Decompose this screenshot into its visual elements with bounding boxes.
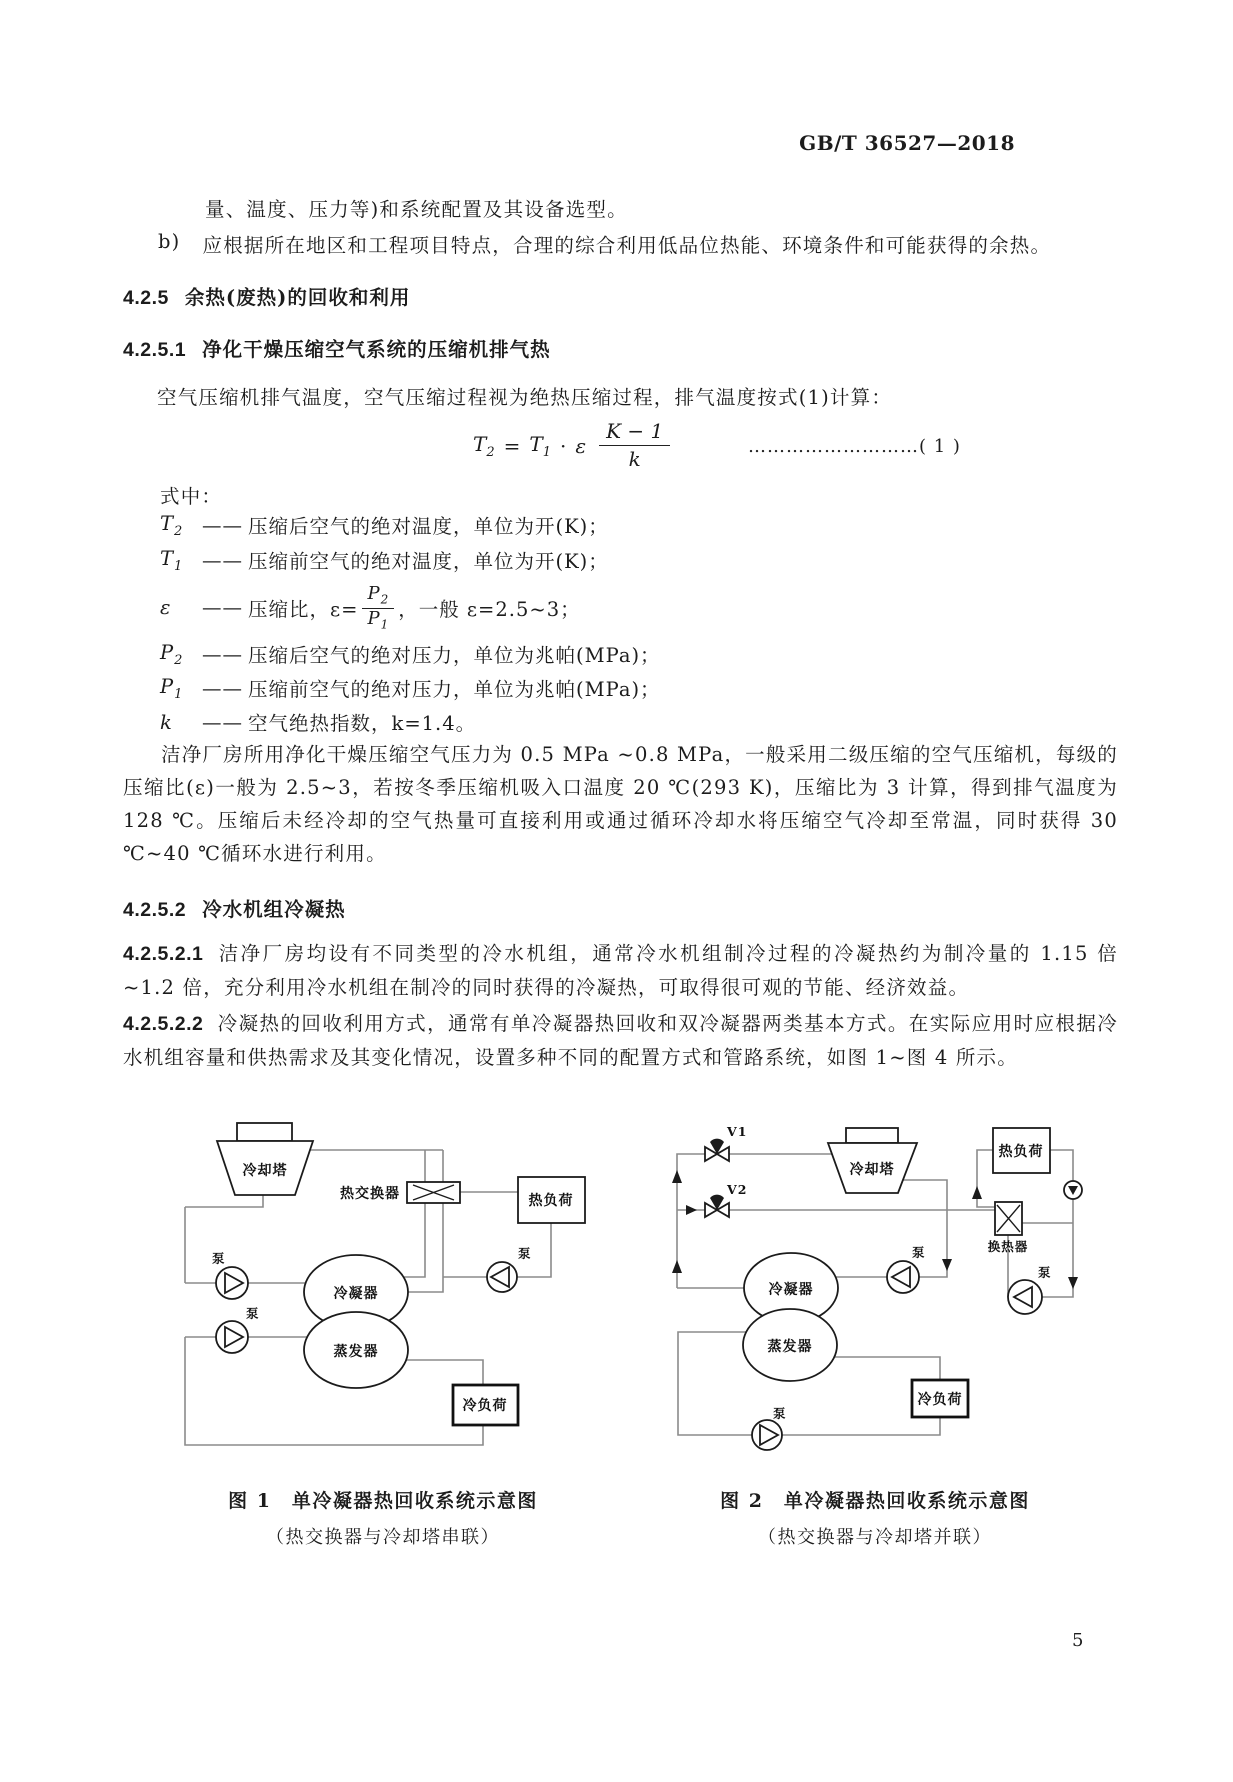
definition-desc: 压缩后空气的绝对温度，单位为开(K)； bbox=[248, 515, 609, 538]
equation-lhs: $T_2$ bbox=[473, 431, 495, 460]
cold-load-label: 冷负荷 bbox=[917, 1392, 963, 1408]
pump-symbol bbox=[887, 1245, 926, 1293]
cold-load-box bbox=[912, 1380, 968, 1417]
fraction-numerator: $P_2$ bbox=[362, 584, 394, 609]
evaporator-label: 蒸发器 bbox=[333, 1344, 379, 1360]
pump-symbol bbox=[1064, 1181, 1082, 1199]
cold-load-label: 冷负荷 bbox=[462, 1398, 508, 1414]
section-number: 4.2.5 bbox=[123, 287, 169, 309]
fraction-denominator: $P_1$ bbox=[367, 607, 390, 632]
section-heading-4252 bbox=[123, 894, 346, 922]
evaporator-symbol bbox=[743, 1309, 837, 1381]
valve-v1-label: V1 bbox=[727, 1124, 748, 1139]
heat-exchanger-label: 换热器 bbox=[987, 1239, 1029, 1254]
definition-dash: —— bbox=[202, 642, 243, 666]
pump-label: 泵 bbox=[246, 1306, 260, 1321]
heat-exchanger-label: 热交换器 bbox=[340, 1186, 400, 1202]
cooling-tower-symbol bbox=[217, 1123, 313, 1195]
pump-symbol bbox=[216, 1306, 260, 1353]
paragraph-text: 冷凝热的回收利用方式，通常有单冷凝器热回收和双冷凝器两类基本方式。在实际应用时应根据冷水机组容量和供热需求及其变化情况，设置多种不同的配置方式和管路系统，如图 1~图 4 所示。 bbox=[123, 1012, 1118, 1069]
evaporator-symbol bbox=[304, 1312, 408, 1388]
figure1-subcaption: （热交换器与冷却塔串联） bbox=[266, 1527, 500, 1548]
paragraph-4251: 洁净厂房所用净化干燥压缩空气压力为 0.5 MPa ~0.8 MPa，一般采用二级压缩的空气压缩机，每级的压缩比(ε)一般为 2.5~3，若按冬季压缩机吸入口温度 20 ℃(293 K)，压缩比为 3 计算，得到排气温度为 128 ℃。压缩后未经冷却的空气热量可直接利用或通过循环冷却水将压缩空气冷却至常温，同时获得 30 ℃~40 ℃循环水进行利用。 bbox=[123, 743, 1118, 865]
pump-label: 泵 bbox=[1038, 1265, 1052, 1280]
list-item-b-marker: b) bbox=[158, 230, 181, 253]
paragraph-42522 bbox=[123, 1007, 1118, 1074]
section-title: 余热(废热)的回收和利用 bbox=[184, 286, 411, 309]
paragraph-number: 4.2.5.2.1 bbox=[123, 943, 204, 965]
evaporator-label: 蒸发器 bbox=[767, 1339, 813, 1355]
valve-v2-symbol bbox=[705, 1182, 747, 1217]
section-heading-425 bbox=[123, 282, 410, 310]
definition-symbol: $P_2$ bbox=[160, 640, 184, 668]
where-label: 式中： bbox=[160, 485, 223, 508]
list-item-b bbox=[158, 230, 1051, 258]
definition-row-p2 bbox=[160, 640, 661, 668]
page-number: 5 bbox=[1072, 1630, 1084, 1651]
definition-dash: —— bbox=[202, 710, 243, 734]
equation-leader bbox=[748, 436, 961, 457]
condenser-label: 冷凝器 bbox=[768, 1282, 814, 1298]
intro-continuation: 量、温度、压力等)和系统配置及其设备选型。 bbox=[205, 198, 628, 221]
definition-desc: 空气绝热指数，k=1.4。 bbox=[248, 712, 477, 735]
figure2-diagram bbox=[640, 1115, 1100, 1460]
definition-symbol: $T_1$ bbox=[160, 546, 184, 574]
paragraph-number: 4.2.5.2.2 bbox=[123, 1013, 204, 1035]
heat-load-label: 热负荷 bbox=[998, 1144, 1044, 1160]
definition-row-t1 bbox=[160, 546, 609, 574]
cold-load-box bbox=[453, 1385, 518, 1425]
section-title: 净化干燥压缩空气系统的压缩机排气热 bbox=[202, 338, 551, 361]
figure1-diagram bbox=[150, 1115, 590, 1460]
equation-number: ( 1 ) bbox=[919, 436, 961, 457]
definition-desc: 压缩前空气的绝对温度，单位为开(K)； bbox=[248, 550, 609, 573]
cooling-tower-label: 冷却塔 bbox=[242, 1163, 288, 1179]
figure2-caption: 图 2 单冷凝器热回收系统示意图 bbox=[720, 1490, 1030, 1512]
paragraph-42521 bbox=[123, 937, 1118, 1004]
pump-symbol bbox=[1008, 1265, 1052, 1314]
section-number: 4.2.5.1 bbox=[123, 339, 187, 361]
definition-symbol: ε bbox=[160, 596, 172, 620]
pump-label: 泵 bbox=[518, 1246, 532, 1261]
definition-symbol: $T_2$ bbox=[160, 511, 184, 539]
exponent-fraction bbox=[599, 420, 670, 471]
pump-symbol bbox=[487, 1246, 532, 1292]
section-title: 冷水机组冷凝热 bbox=[202, 898, 346, 921]
cooling-tower-symbol bbox=[828, 1128, 917, 1193]
definition-desc: 压缩前空气的绝对压力，单位为兆帕(MPa)； bbox=[248, 678, 661, 701]
heat-load-label: 热负荷 bbox=[528, 1193, 574, 1209]
definition-dash: —— bbox=[202, 513, 243, 537]
pump-symbol bbox=[212, 1251, 248, 1299]
multiply-dot: · bbox=[560, 433, 567, 458]
pump-label: 泵 bbox=[212, 1251, 226, 1266]
equals-sign: = bbox=[503, 433, 521, 458]
condenser-label: 冷凝器 bbox=[333, 1286, 379, 1302]
heat-load-box bbox=[993, 1128, 1050, 1173]
list-item-b-text: 应根据所在地区和工程项目特点，合理的综合利用低品位热能、环境条件和可能获得的余热。 bbox=[202, 234, 1052, 257]
valve-v2-label: V2 bbox=[727, 1182, 748, 1197]
equation-t1: $T_1$ bbox=[529, 431, 552, 460]
section-heading-4251 bbox=[123, 334, 551, 362]
figure1-caption: 图 1 单冷凝器热回收系统示意图 bbox=[228, 1490, 538, 1512]
fraction-numerator: K − 1 bbox=[599, 420, 670, 446]
pump-symbol bbox=[752, 1406, 787, 1450]
definition-dash: —— bbox=[202, 596, 243, 620]
pump-label: 泵 bbox=[912, 1245, 926, 1260]
cooling-tower-label: 冷却塔 bbox=[849, 1162, 895, 1178]
pump-label: 泵 bbox=[773, 1406, 787, 1421]
section-number: 4.2.5.2 bbox=[123, 899, 187, 921]
definition-row-k bbox=[160, 708, 476, 736]
leader-dots: ……………………… bbox=[748, 436, 919, 457]
pressure-ratio-fraction bbox=[362, 584, 394, 632]
paragraph-formula-lead: 空气压缩机排气温度，空气压缩过程视为绝热压缩过程，排气温度按式(1)计算： bbox=[157, 386, 893, 409]
definition-dash: —— bbox=[202, 676, 243, 700]
equation-epsilon: ε bbox=[575, 433, 587, 458]
definition-symbol: k bbox=[160, 710, 173, 734]
definition-row-t2 bbox=[160, 511, 609, 539]
valve-v1-symbol bbox=[705, 1124, 747, 1161]
definition-row-epsilon bbox=[160, 584, 581, 632]
figure2-subcaption: （热交换器与冷却塔并联） bbox=[758, 1527, 992, 1548]
heat-load-box bbox=[518, 1177, 585, 1223]
standard-code: GB/T 36527—2018 bbox=[799, 131, 1015, 155]
definition-desc-post: ，一般 ε=2.5~3； bbox=[398, 597, 581, 621]
definition-desc: 压缩后空气的绝对压力，单位为兆帕(MPa)； bbox=[248, 644, 661, 667]
definition-dash: —— bbox=[202, 548, 243, 572]
definition-symbol: $P_1$ bbox=[160, 674, 184, 702]
heat-exchanger-symbol bbox=[407, 1182, 460, 1203]
definition-row-p1 bbox=[160, 674, 661, 702]
fraction-denominator: k bbox=[628, 447, 641, 471]
definition-desc-pre: 压缩比，ε= bbox=[248, 597, 359, 621]
equation-1 bbox=[473, 420, 670, 471]
paragraph-text: 洁净厂房均设有不同类型的冷水机组，通常冷水机组制冷过程的冷凝热约为制冷量的 1.15 倍~1.2 倍，充分利用冷水机组在制冷的同时获得的冷凝热，可取得很可观的节能、经济效益。 bbox=[123, 942, 1118, 999]
